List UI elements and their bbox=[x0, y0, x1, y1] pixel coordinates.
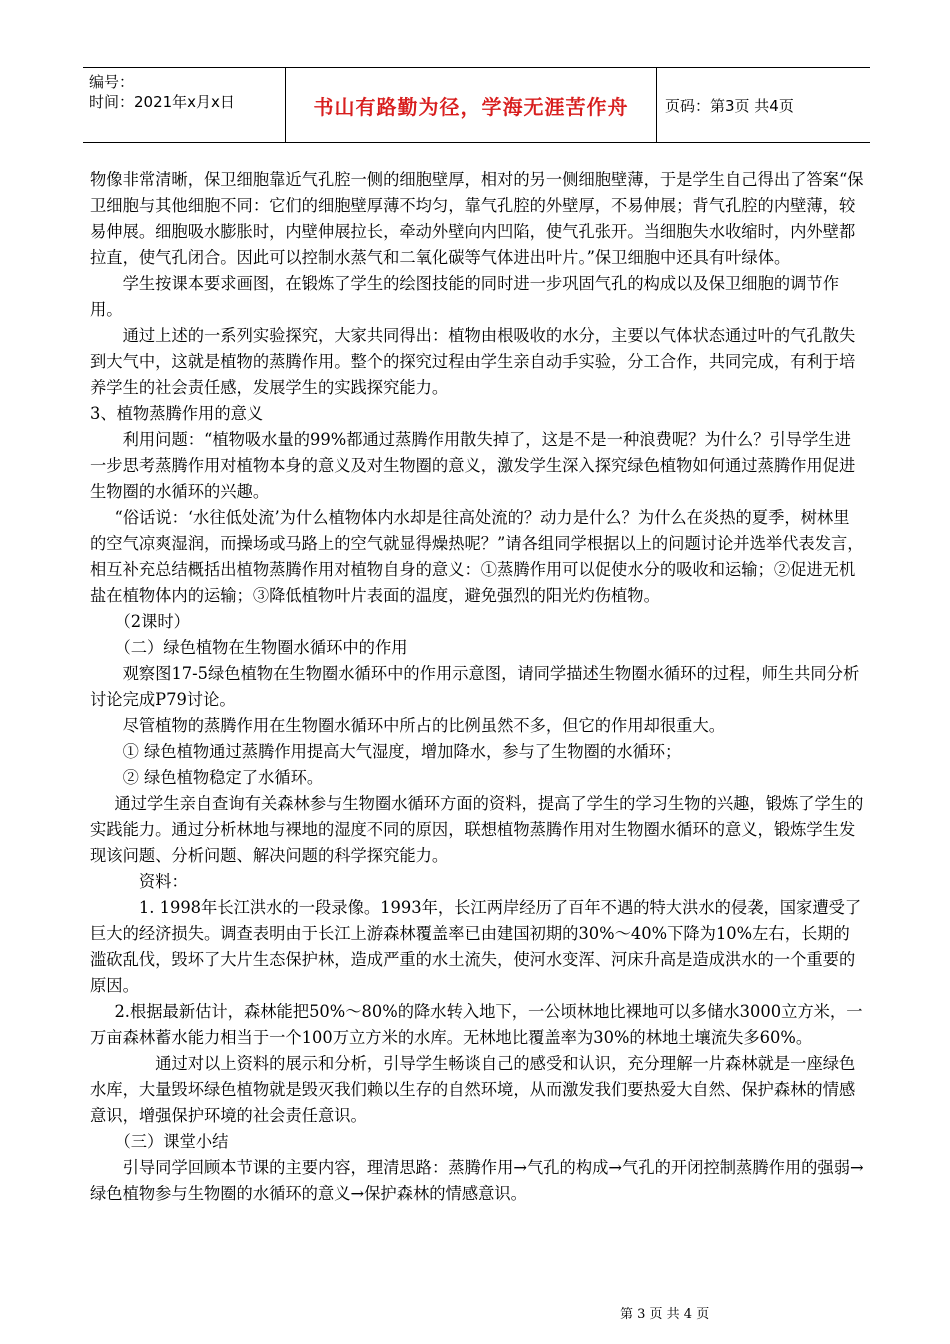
time-label: 时间：2021年x月x日 bbox=[89, 93, 235, 111]
paragraph: 1. 1998年长江洪水的一段录像。1993年，长江两岸经历了百年不遇的特大洪水的侵袭，国家遭受了巨大的经济损失。调查表明由于长江上游森林覆盖率已由建国初期的30%～40%下降为10%左右，长期的滥砍乱伐，毁坏了大片生态保护林，造成严重的水土流失，使河水变浑、河床升高是造成洪水的一个重要的原因。 bbox=[90, 898, 862, 995]
paragraph: 资料： bbox=[138, 872, 188, 891]
document-body bbox=[90, 167, 865, 1207]
section-heading: （二）绿色植物在生物圈水循环中的作用 bbox=[114, 638, 408, 657]
section-heading: 3、植物蒸腾作用的意义 bbox=[90, 404, 264, 423]
header-meta bbox=[83, 68, 286, 142]
paragraph: 尽管植物的蒸腾作用在生物圈水循环中所占的比例虽然不多，但它的作用却很重大。 bbox=[122, 716, 726, 735]
paragraph: 物像非常清晰，保卫细胞靠近气孔腔一侧的细胞壁厚，相对的另一侧细胞壁薄，于是学生自己得出了答案“保卫细胞与其他细胞不同：它们的细胞壁厚薄不均匀，靠气孔腔的外壁厚，不易伸展；背气孔腔的内壁薄，较易伸展。细胞吸水膨胀时，内壁伸展拉长，牵动外壁向内凹陷，使气孔张开。当细胞失水收缩时，内外壁都拉直，使气孔闭合。因此可以控制水蒸气和二氧化碳等气体进出叶片。”保卫细胞中还具有叶绿体。 bbox=[90, 170, 864, 267]
header-page-label: 页码：第3页 共4页 bbox=[665, 96, 794, 115]
paragraph: 2.根据最新估计，森林能把50%～80%的降水转入地下，一公顷林地比裸地可以多储水3000立方米，一万亩森林蓄水能力相当于一个100万立方米的水库。无林地比覆盖率为30%的林地土壤流失多60%。 bbox=[90, 1002, 863, 1047]
paragraph: “俗话说：‘水往低处流’为什么植物体内水却是往高处流的？动力是什么？为什么在炎热的夏季，树林里的空气凉爽湿润，而操场或马路上的空气就显得燥热呢？”请各组同学根据以上的问题讨论并选举代表发言，相互补充总结概括出植物蒸腾作用对植物自身的意义：①蒸腾作用可以促使水分的吸收和运输；②促进无机盐在植物体内的运输；③降低植物叶片表面的温度，避免强烈的阳光灼伤植物。 bbox=[90, 508, 864, 605]
page-header bbox=[83, 67, 870, 143]
number-label: 编号： bbox=[89, 73, 135, 91]
paragraph: 通过对以上资料的展示和分析，引导学生畅谈自己的感受和认识，充分理解一片森林就是一座绿色水库，大量毁坏绿色植物就是毁灭我们赖以生存的自然环境，从而激发我们要热爱大自然、保护森林的情感意识，增强保护环境的社会责任意识。 bbox=[90, 1054, 856, 1125]
paragraph: 学生按课本要求画图，在锻炼了学生的绘图技能的同时进一步巩固气孔的构成以及保卫细胞的调节作用。 bbox=[90, 274, 839, 319]
paragraph: （2课时） bbox=[114, 612, 190, 631]
paragraph: 观察图17-5绿色植物在生物圈水循环中的作用示意图，请同学描述生物圈水循环的过程，师生共同分析讨论完成P79讨论。 bbox=[90, 664, 860, 709]
section-heading: （三）课堂小结 bbox=[114, 1132, 229, 1151]
page-footer: 第 3 页 共 4 页 bbox=[620, 1307, 710, 1322]
list-item: ② 绿色植物稳定了水循环。 bbox=[122, 768, 324, 787]
header-motto: 书山有路勤为径，学海无涯苦作舟 bbox=[286, 68, 657, 142]
paragraph: 通过学生亲自查询有关森林参与生物圈水循环方面的资料，提高了学生的学习生物的兴趣，锻炼了学生的实践能力。通过分析林地与裸地的湿度不同的原因，联想植物蒸腾作用对生物圈水循环的意义，锻炼学生发现该问题、分析问题、解决问题的科学探究能力。 bbox=[90, 794, 864, 865]
paragraph: 通过上述的一系列实验探究，大家共同得出：植物由根吸收的水分，主要以气体状态通过叶的气孔散失到大气中，这就是植物的蒸腾作用。整个的探究过程由学生亲自动手实验，分工合作，共同完成，有利于培养学生的社会责任感，发展学生的实践探究能力。 bbox=[90, 326, 856, 397]
list-item: ① 绿色植物通过蒸腾作用提高大气湿度，增加降水，参与了生物圈的水循环； bbox=[122, 742, 682, 761]
paragraph: 利用问题：“植物吸水量的99%都通过蒸腾作用散失掉了，这是不是一种浪费呢？为什么？引导学生进一步思考蒸腾作用对植物本身的意义及对生物圈的意义，激发学生深入探究绿色植物如何通过蒸腾作用促进生物圈的水循环的兴趣。 bbox=[90, 430, 856, 501]
paragraph: 引导同学回顾本节课的主要内容，理清思路：蒸腾作用→气孔的构成→气孔的开闭控制蒸腾作用的强弱→绿色植物参与生物圈的水循环的意义→保护森林的情感意识。 bbox=[90, 1158, 864, 1203]
